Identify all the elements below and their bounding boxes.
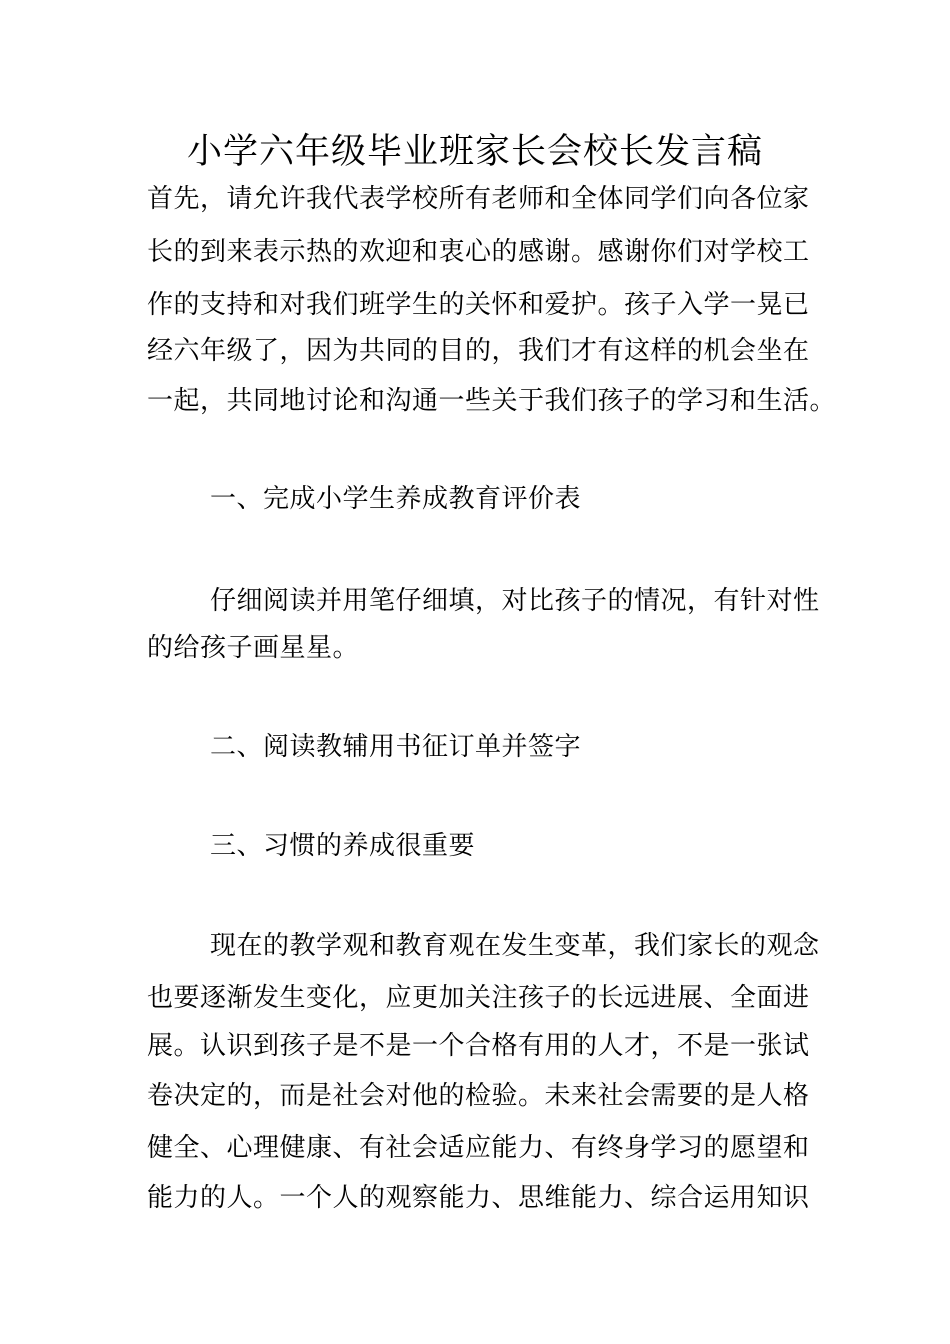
section-3-line-4: 卷决定的，而是社会对他的检验。未来社会需要的是人格 [147,1081,810,1111]
intro-line-5: 一起，共同地讨论和沟通一些关于我们孩子的学习和生活。 [147,386,837,416]
intro-line-1: 首先，请允许我代表学校所有老师和全体同学们向各位家 [147,184,810,214]
intro-line-4: 经六年级了，因为共同的目的，我们才有这样的机会坐在 [147,336,810,366]
section-2-heading: 二、阅读教辅用书征订单并签字 [210,732,582,762]
section-3-line-5: 健全、心理健康、有社会适应能力、有终身学习的愿望和 [147,1133,810,1163]
document-title: 小学六年级毕业班家长会校长发言稿 [186,132,763,172]
section-3-line-2: 也要逐渐发生变化，应更加关注孩子的长远进展、全面进 [147,983,810,1013]
intro-line-3: 作的支持和对我们班学生的关怀和爱护。孩子入学一晃已 [147,290,810,320]
section-3-line-3: 展。认识到孩子是不是一个合格有用的人才，不是一张试 [147,1031,810,1061]
intro-line-2: 长的到来表示热的欢迎和衷心的感谢。感谢你们对学校工 [147,237,810,267]
section-3-line-1: 现在的教学观和教育观在发生变革，我们家长的观念 [210,931,820,961]
section-3-heading: 三、习惯的养成很重要 [210,831,476,861]
section-1-line-1: 仔细阅读并用笔仔细填，对比孩子的情况，有针对性 [210,586,820,616]
section-1-heading: 一、完成小学生养成教育评价表 [210,484,582,514]
section-3-line-6: 能力的人。一个人的观察能力、思维能力、综合运用知识 [147,1183,810,1213]
section-1-line-2: 的给孩子画星星。 [147,633,360,663]
